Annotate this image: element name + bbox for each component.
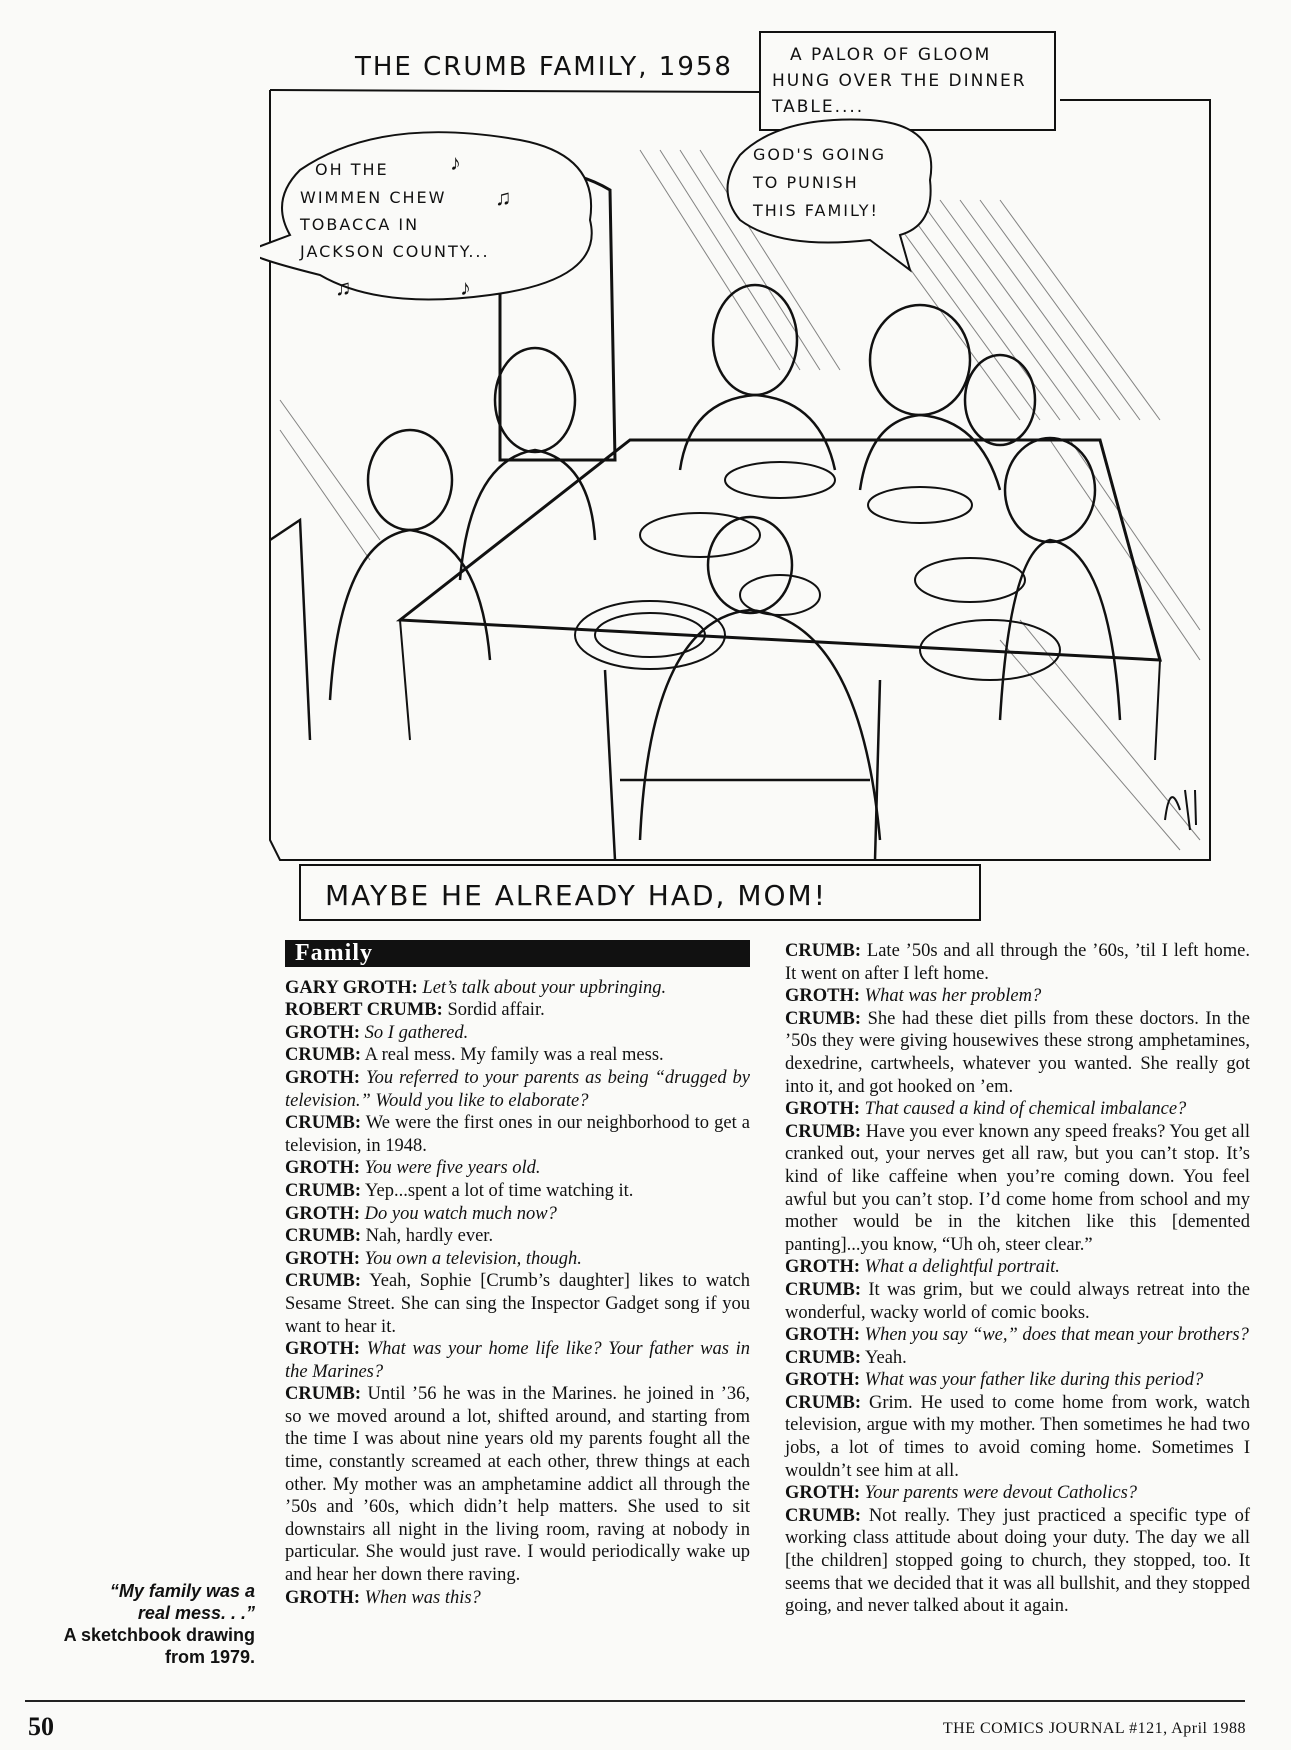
dialogue-text: Yeah.: [865, 1347, 907, 1368]
speaker-name: GROTH:: [285, 1067, 361, 1088]
dialogue-text: So I gathered.: [364, 1022, 469, 1043]
right-bubble-line-1: GOD'S GOING: [753, 145, 887, 164]
speaker-name: CRUMB:: [285, 1271, 362, 1292]
illustration-caption: [25, 1580, 255, 1668]
speaker-name: GROTH:: [285, 1587, 361, 1608]
dialogue-paragraph: [785, 1279, 1250, 1324]
speaker-name: CRUMB:: [285, 1113, 362, 1134]
left-bubble-line-4: JACKSON COUNTY...: [300, 242, 490, 261]
narration-line-3: TABLE....: [772, 97, 865, 117]
dialogue-paragraph: [785, 1098, 1250, 1121]
bottom-caption-text: MAYBE HE ALREADY HAD, MOM!: [325, 879, 827, 912]
dialogue-paragraph: [285, 1225, 750, 1248]
dialogue-paragraph: [285, 1157, 750, 1180]
speaker-name: CRUMB:: [785, 1505, 862, 1526]
speaker-name: CRUMB:: [785, 941, 862, 961]
dialogue-text: You referred to your parents as being “drugged by television.” Would you like to elaborate?: [285, 1067, 750, 1111]
narration-line-2: HUNG OVER THE DINNER: [772, 71, 1027, 91]
dialogue-text: What was your home life like? Your father was in the Marines?: [285, 1339, 750, 1382]
chairs: [270, 520, 880, 860]
speaker-name: GROTH:: [785, 1370, 861, 1391]
dialogue-text: Not really. They just practiced a specific type of working class attitude about doing your duty. The day we all [the children] stopped going to church, they stopped, too. It seems that we decided that it was all bullshit, and they stopped going, and never talked about it again.: [785, 1505, 1251, 1617]
speaker-name: CRUMB:: [285, 1180, 362, 1201]
left-column-body: [285, 977, 750, 1610]
dialogue-text: When you say “we,” does that mean your brothers?: [864, 1325, 1249, 1346]
left-bubble-line-1: OH THE: [315, 160, 389, 179]
caption-desc-line-1: A sketchbook drawing: [63, 1625, 255, 1645]
dialogue-paragraph: [285, 1067, 750, 1112]
speaker-name: GROTH:: [285, 1203, 361, 1224]
dialogue-paragraph: [285, 1180, 750, 1203]
dialogue-paragraph: [785, 1256, 1250, 1279]
dialogue-paragraph: [285, 1338, 750, 1383]
speaker-name: GROTH:: [785, 1099, 861, 1120]
dialogue-text: We were the first ones in our neighborhood to get a television, in 1948.: [285, 1113, 750, 1156]
right-bubble-line-2: TO PUNISH: [753, 173, 859, 192]
dialogue-paragraph: [785, 1324, 1250, 1347]
music-notes-icon-4: ♪: [460, 275, 471, 300]
speaker-name: GROTH:: [785, 1257, 861, 1278]
dialogue-paragraph: [785, 940, 1250, 985]
dialogue-paragraph: [285, 1022, 750, 1045]
speaker-name: GROTH:: [785, 986, 861, 1007]
dialogue-text: Have you ever known any speed freaks? You get all cranked out, your nerves get all raw, but you can’t stop. It’s kind of like caffeine when you’re coming down. You feel awful but you can’t stop. I’d come home from school and my mother would be in the kitchen like this [demented panting]...you know, “Uh oh, steer clear.”: [785, 1121, 1250, 1255]
dialogue-text: Let’s talk about your upbringing.: [422, 977, 667, 998]
speaker-name: CRUMB:: [285, 1045, 362, 1066]
dialogue-text: Late ’50s and all through the ’60s, ’til I left home. It went on after I left home.: [785, 941, 1250, 984]
dialogue-text: When was this?: [364, 1587, 481, 1608]
dialogue-paragraph: [285, 977, 750, 1000]
left-bubble-line-3: TOBACCA IN: [300, 215, 420, 234]
dialogue-paragraph: [285, 1383, 750, 1586]
dialogue-paragraph: [785, 1505, 1250, 1618]
dialogue-text: She had these diet pills from these doctors. In the ’50s they were giving housewives these strong amphetamines, dexedrine, cartwheels, whatever you wanted. She really got into it, and got hooked on ’em.: [785, 1008, 1251, 1097]
speaker-name: CRUMB:: [285, 1384, 362, 1405]
illustration-title: THE CRUMB FAMILY, 1958: [355, 52, 733, 82]
speaker-name: ROBERT CRUMB:: [285, 1000, 443, 1021]
dialogue-paragraph: [785, 985, 1250, 1008]
speaker-name: CRUMB:: [785, 1121, 862, 1142]
dialogue-text: It was grim, but we could always retreat into the wonderful, wacky world of comic books.: [785, 1279, 1251, 1323]
right-bubble-line-3: THIS FAMILY!: [753, 201, 879, 220]
dialogue-paragraph: [785, 1008, 1250, 1098]
dialogue-paragraph: [285, 1112, 750, 1157]
dialogue-text: What a delightful portrait.: [864, 1257, 1060, 1278]
caption-desc-line-2: from 1979.: [164, 1647, 255, 1667]
dinner-table: [400, 440, 1160, 660]
right-speech-bubble: [728, 119, 932, 270]
dialogue-paragraph: [285, 1270, 750, 1338]
speaker-name: GROTH:: [285, 1022, 361, 1043]
speaker-name: GROTH:: [785, 1483, 861, 1504]
dialogue-text: Nah, hardly ever.: [365, 1226, 494, 1247]
speaker-name: GROTH:: [285, 1158, 361, 1179]
article-right-column: [785, 940, 1250, 1618]
article-left-column: [285, 940, 750, 1609]
left-bubble-line-2: WIMMEN CHEW: [300, 188, 447, 207]
footer-rule: [25, 1700, 1245, 1702]
section-heading: Family: [285, 940, 750, 967]
speaker-name: GROTH:: [285, 1248, 361, 1269]
dialogue-text: Do you watch much now?: [364, 1203, 557, 1224]
dialogue-text: Until ’56 he was in the Marines. he joined in ’36, so we moved around a lot, shifted around, and starting from the time I was about nine years old my parents fought all the time, constantly screamed at each other, threw things at each other. My mother was an amphetamine addict all through the ’50s and ’60s, which didn’t help matters. She used to sit downstairs all night in the living room, raving at nobody in particular. She would just rave. I would periodically wake up and hear her down there raving.: [285, 1384, 750, 1586]
dialogue-text: Yep...spent a lot of time watching it.: [365, 1180, 634, 1201]
dialogue-text: You were five years old.: [364, 1158, 541, 1179]
speaker-name: GARY GROTH:: [285, 977, 418, 998]
dialogue-paragraph: [285, 1044, 750, 1067]
narration-line-1: A PALOR OF GLOOM: [790, 45, 992, 65]
music-notes-icon-3: ♫: [335, 275, 352, 300]
dialogue-text: Sordid affair.: [447, 1000, 545, 1021]
speaker-name: GROTH:: [285, 1339, 361, 1360]
caption-quote-line-1: “My family was a: [109, 1581, 255, 1601]
speaker-name: CRUMB:: [785, 1392, 862, 1413]
dialogue-paragraph: [785, 1347, 1250, 1370]
page-number: 50: [28, 1712, 54, 1741]
speaker-name: GROTH:: [785, 1325, 861, 1346]
dialogue-text: Yeah, Sophie [Crumb’s daughter] likes to watch Sesame Street. She can sing the Inspector Gadget song if you want to hear it.: [285, 1271, 750, 1337]
artist-signature: [1165, 790, 1196, 830]
sketch-illustration: [260, 20, 1220, 930]
dialogue-paragraph: [285, 1248, 750, 1271]
dialogue-paragraph: [285, 1203, 750, 1226]
dialogue-text: You own a television, though.: [364, 1248, 582, 1269]
dialogue-text: Grim. He used to come home from work, watch television, argue with my mother. Then sometimes he had two jobs, a lot of times to avoid coming home. Sometimes I wouldn’t see him at all.: [785, 1392, 1251, 1481]
dialogue-paragraph: [285, 999, 750, 1022]
dialogue-text: That caused a kind of chemical imbalance?: [864, 1099, 1187, 1120]
speaker-name: CRUMB:: [285, 1226, 362, 1247]
dialogue-text: A real mess. My family was a real mess.: [364, 1045, 664, 1066]
music-notes-icon-2: ♫: [495, 185, 512, 210]
dialogue-text: Your parents were devout Catholics?: [864, 1483, 1138, 1504]
caption-quote-line-2: real mess. . .”: [137, 1603, 255, 1623]
dialogue-paragraph: [785, 1392, 1250, 1482]
journal-footer: THE COMICS JOURNAL #121, April 1988: [942, 1720, 1246, 1737]
dinner-plates: [575, 462, 1060, 680]
dialogue-paragraph: [785, 1369, 1250, 1392]
dialogue-text: What was your father like during this period?: [864, 1370, 1204, 1391]
right-column-body: [785, 940, 1250, 1618]
dialogue-text: What was her problem?: [864, 986, 1042, 1007]
dialogue-paragraph: [285, 1587, 750, 1610]
speaker-name: CRUMB:: [785, 1347, 862, 1368]
music-notes-icon: ♪: [450, 150, 461, 175]
dialogue-paragraph: [785, 1121, 1250, 1257]
speaker-name: CRUMB:: [785, 1008, 862, 1029]
speaker-name: CRUMB:: [785, 1279, 862, 1300]
dialogue-paragraph: [785, 1482, 1250, 1505]
